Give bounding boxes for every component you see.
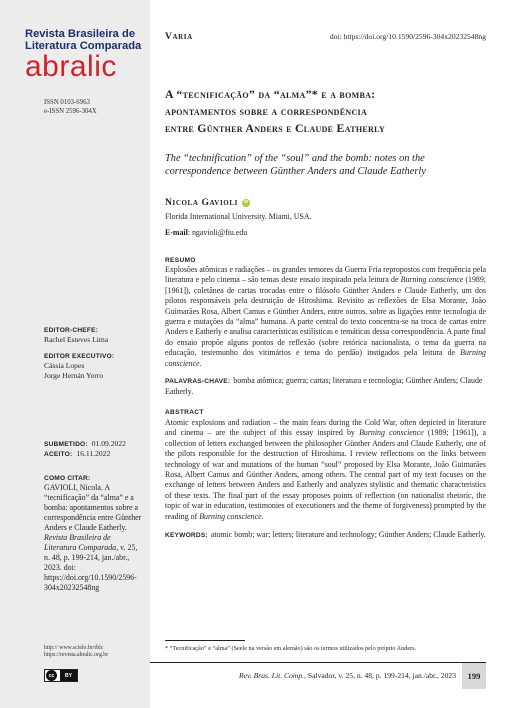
footnote-rule [165,640,245,641]
cc-by-label: BY [60,670,77,681]
citation-block [44,474,144,593]
author-name: Nicola Gavioli [165,197,238,208]
resumo-text-2: (1989; [1961]), coletânea de cartas trocadas entre o filósofo Günther Anders e Claude Eatherly, um dos pilotos responsáveis pela destruição de Hiroshima. Revisito as reflexões de Elsa Morante, João Guimarães Rosa, Albert Camus e Günther Anders, entre outros, sobre as ligações entre tecnologia de guerra e mutações da “alma” humana. A parte central do texto concentra-se na troca de cartas entre Anders e Eatherly e analisa características estilísticas e temáticas dessa correspondência. A parte final do ensaio propõe alguns pontos de reflexão (sobre retórica nacionalista, o tema da guerra na educação, testemunho dos vitimários e tema do perdão) instigados pela leitura de [165,275,486,358]
article-subtitle: The “technification” of the “soul” and the bomb: notes on the correspondence between Günther Anders and Claude Eatherly [165,153,426,178]
submitted-date: 01.09.2022 [91,439,126,448]
footer-citation [239,671,456,680]
issn: ISSN 0103-6963 [44,99,90,106]
footer-journal-abbr: Rev. Bras. Lit. Comp. [239,671,305,680]
author-affiliation: Florida International University. Miami, USA. [165,212,312,221]
footnote: * “Tecnificação” e “alma” (Seele na versão em alemão) são os termos utilizados pelo próprio Anders. [165,645,417,652]
journal-logo[interactable] [25,28,142,83]
cc-circle: cc [46,670,57,681]
editor-exec-block [44,352,114,380]
title-line-1: A “tecnificação” da “alma”* e a bomba: [165,87,376,101]
citation-journal: Revista Brasileira de Literatura Comparada, [44,533,119,553]
abstract-book-title-2: Burning conscience [199,511,262,521]
abstract-text-3: . [261,511,264,521]
page-number: 199 [462,663,486,689]
sidebar [0,0,150,708]
article-title [165,86,485,137]
resumo-heading: RESUMO [165,257,196,264]
citation-part-1: GAVIOLI, Nicola. A “tecnificação” da “alma” e a bomba: apontamentos sobre a correspondência entre Günther Anders e Claude Eatherly. [44,483,142,533]
keywords-list: atomic bomb; war; letters; literature and technology; Günther Anders; Claude Eatherly. [210,530,486,539]
citation-part-2: v. 25, n. 48, p. 199-214, jan./abr., 2023. doi: https://doi.org/10.1590/2596-304x20232548ng [44,543,138,593]
accepted-label: ACEITO: [44,451,73,459]
footer-details: , Salvador, v. 25, n. 48, p. 199-214, jan./abr., 2023 [304,671,456,680]
editor-exec-name-2: Jorge Hernán Yerro [44,370,104,380]
resumo-text-3: . [199,358,202,368]
citation-label: COMO CITAR: [44,475,91,482]
title-line-3: entre Günther Anders e Claude Eatherly [165,121,386,135]
editor-chief-label: EDITOR-CHEFE: [44,327,99,334]
editor-chief-name: Rachel Esteves Lima [44,335,109,345]
accepted-date: 16.11.2022 [76,449,111,459]
issn-block [44,99,97,116]
abstract-heading: ABSTRACT [165,409,204,416]
resumo-book-title-1: Burning conscience [400,275,464,285]
dates-block [44,439,126,460]
resumo-book-title-2: Burning conscience [165,348,486,368]
logo-line-2: Literatura Comparada [25,40,142,52]
logo-wordmark: abralic [25,50,117,83]
email-address: : ngavioli@fiu.edu [187,228,248,237]
email-label: E-mail [165,228,188,237]
logo-line-1: Revista Brasileira de [25,28,136,40]
submitted-label: SUBMETIDO: [44,441,88,448]
resumo-text-1: Explosões atômicas e radiações – os grandes temores da Guerra Fria repropostos com frequência pela literatura e pelo cinema – são temas deste ensaio inspirado pela leitura de [165,265,486,285]
abralic-link[interactable]: https://revista.abralic.org.br [44,652,109,659]
scielo-link[interactable]: http:// www.scielo.br/rblc [44,645,104,651]
citation-text[interactable] [44,483,144,593]
palavras-chave [165,376,486,398]
abstract-book-title-1: Burning conscience [359,428,424,438]
footer-rule [150,662,486,663]
abstract-text-2: (1989; [1961]), a collection of letters exchanged between the philosopher Günther Anders and Claude Eatherly, one of the pilots responsible for the destruction of Hiroshima. I review reflections on the links between technology of war and mutations of the human “soul” proposed by Elsa Morante, João Guimarães Rosa, Albert Camus and Günther Anders, among others. The central part of my text focuses on the exchange of letters between Anders and Eatherly and analyzes stylistic and thematic characteristics of these texts. The final part of the essay proposes points of reflection (on nationalist rhetoric, the topic of war in education, testimonies of executioners and the theme of forgiveness) prompted by the reading of [165,428,486,521]
keywords [165,530,486,541]
editor-exec-label: EDITOR EXECUTIVO: [44,353,115,360]
author-row [165,197,250,208]
resumo-body [165,265,486,369]
abstract-body [165,418,486,522]
abstract-text-1: Atomic explosions and radiation – the main fears during the Cold War, often depicted in literature and cinema – are the subject of this essay inspired by [165,418,486,438]
eissn: e-ISSN 2596-304X [44,107,97,115]
orcid-icon[interactable]: iD [243,200,249,205]
header-doi[interactable]: doi: https://doi.org/10.1590/2596-304x20232548ng [329,32,486,41]
title-line-2: apontamentos sobre a correspondência [165,104,368,118]
editor-chief-block [44,326,108,345]
author-email[interactable] [165,228,247,237]
palavras-chave-list: bomba atômica; guerra; cartas; literatura e tecnologia; Günther Anders; Claude Eatherly. [165,376,483,397]
keywords-label: KEYWORDS: [165,532,208,539]
palavras-chave-label: PALAVRAS-CHAVE: [165,378,231,385]
cc-by-license-icon[interactable] [44,669,78,682]
section-name: Varia [165,32,193,42]
editor-exec-name-1: Cássia Lopes [44,361,85,371]
journal-links [44,645,108,660]
